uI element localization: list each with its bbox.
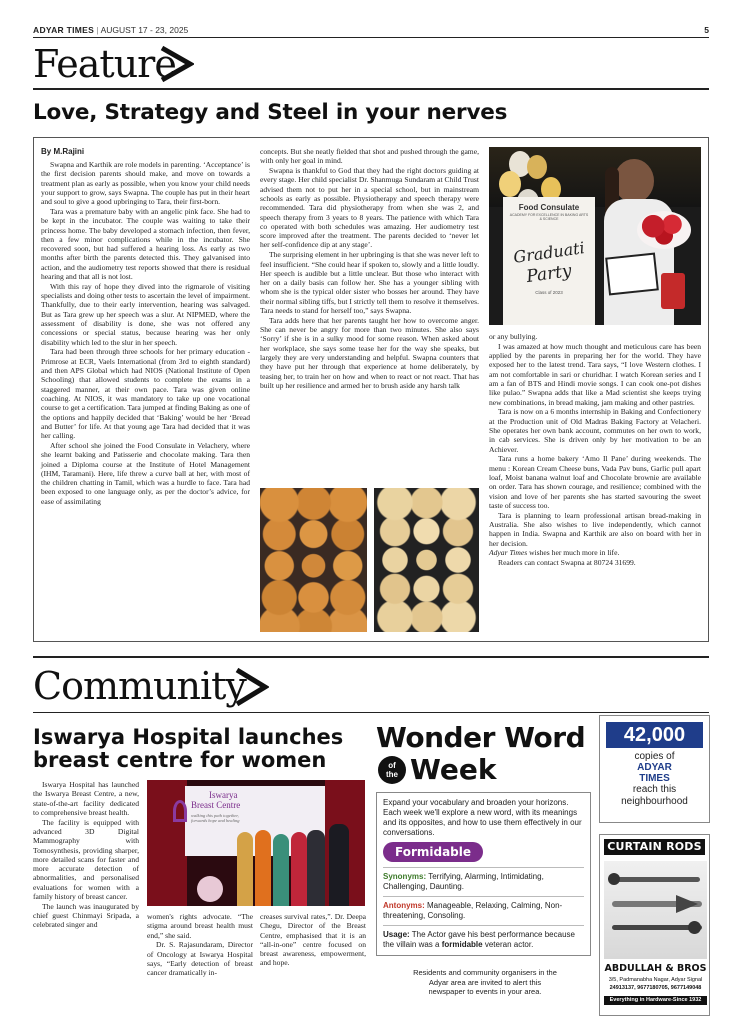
- curtain-rod-image: [604, 861, 707, 959]
- paragraph: Dr. S. Rajasundaram, Director of Oncology at Iswarya Hospital says, “Early detection of breast cancer dramatically in-: [147, 940, 253, 978]
- paragraph: After school she joined the Food Consulate in Velachery, where she learnt baking and Patisserie and chocolate making. Tara then joined a Diploma course at the Institute of Hotel Management (IHM, Taramani). Here, life threw a curve ball at her, with most of the children chatting in Tamil, which was a hurdle to face. Tara had been exposed to one language only, as per the doctor’s advice, for ease of assimilating: [41, 440, 250, 506]
- byline: By M.Rajini: [41, 147, 85, 156]
- iswarya-col-1: [33, 780, 139, 930]
- brand-text: ADYAR: [637, 762, 672, 773]
- of-the-badge: of the: [378, 756, 406, 784]
- person: [237, 832, 253, 906]
- paragraph: creases survival rates,”. Dr. Deepa Chegu, Director of the Breast Centre, emphasised that it is an “all-in-one” centre focused on breast awareness, empowerment, and hope.: [260, 912, 366, 968]
- ad-phones: 24913137, 9677180705, 9677149048: [609, 985, 702, 991]
- wonder-word-title: Wonder Word of the Week: [376, 721, 586, 786]
- feature-col-2: [260, 147, 479, 391]
- wonder-word-label: Formidable: [383, 842, 483, 862]
- iswarya-col-3: [260, 912, 366, 968]
- paragraph: The surprising element in her upbringing is that she was never left to feel insufficient. “She could hear if spoken to, slowly and a little loudly. Her speech is audible but a little unclear. But those who interact with her on a daily basis can follow her. She has a younger sibling with whom she is the typical older sister who bosses her around. They have their normal sibling tiffs, but I strictly tell them to resolve it themselves. Tara needs to stand for herself too,” says Swapna.: [260, 250, 479, 316]
- community-footer-note: Residents and community organisers in the Adyar area are invited to alert this newspaper to events in your area.: [413, 968, 557, 996]
- brand-text: TIMES: [639, 773, 670, 784]
- feature-title-rule: [33, 88, 709, 90]
- iswarya-headline: Iswarya Hospital launches breast centre for women: [33, 725, 344, 772]
- issue-date: AUGUST 17 - 23, 2025: [100, 25, 189, 35]
- paragraph: The facility is equipped with advanced 3D Digital Mammography with Tomosynthesis, providing sharper, more detailed scans for faster and more accurate detection of abnormalities, and personalised evaluations for women with a family history of breast cancer.: [33, 817, 139, 902]
- flower-bouquet: [637, 211, 691, 249]
- paragraph: Swapna is thankful to God that they had the right doctors guiding at every stage. Her child specialist Dr. Shanmuga Sundaram at Child Trust advised them not to put her in a special school, but in mainstream schools as early as possible. Physiotherapy and speech therapy were recommended. Tara did physiotherapy from when she was 2, and speech therapy from 3 years to 8 years. The patience with which Tara co operated with both schedules was amazing. Her audiometry test score improved after the treatment. The parents decided to ‘never let her self-confidence dip at any stage’.: [260, 166, 479, 250]
- buns-photo-2: [374, 488, 479, 632]
- ad-brand: ABDULLAH & BROS: [604, 963, 707, 974]
- paragraph: Tara adds here that her parents taught her how to overcome anger. She can never be angry for more than two minutes. She also says ‘Sorry’ if she is in a sulky mood for some reason. When asked about her workplace, she says some tease her for the way she speaks, but largely they are very understanding and helpful. Swapna counters that they have put her through that experience at home deliberately, by teasing her, to train her on how and when to react or not react. That has built up her resilience and armed her to brush aside any harsh talk: [260, 315, 479, 390]
- graduation-photo: [489, 147, 701, 325]
- antonyms-row: Antonyms: Manageable, Relaxing, Calming, Non-threatening, Consoling.: [383, 896, 584, 921]
- ribbon-icon: [173, 800, 187, 822]
- copies-text: reach this: [632, 784, 677, 795]
- contact-line: Readers can contact Swapna at 80724 31699.: [498, 558, 636, 568]
- copies-text: neighbourhood: [621, 796, 688, 807]
- flower-vase: [197, 876, 223, 902]
- person: [273, 834, 289, 906]
- feature-headline: Love, Strategy and Steel in your nerves: [33, 100, 508, 125]
- chevron-right-icon: [158, 45, 194, 83]
- paragraph: Tara is now on a 6 months internship in Baking and Confectionery at the Production unit of Old Madras Baking Factory at Velacheri. She operates her own bank account, commutes on her own to work, in cab services. She is driven only by her motivation to be an Achiever.: [489, 407, 701, 454]
- paragraph: The launch was inaugurated by chief guest Chinmayi Sripada, a celebrated singer and: [33, 901, 139, 930]
- red-bag: [661, 273, 685, 309]
- header-rule: [33, 37, 709, 38]
- copies-number: 42,000: [606, 722, 703, 748]
- person: [614, 159, 654, 203]
- event-backdrop: Iswarya Breast Centre walking this path together, forwards hope and healing: [185, 786, 325, 856]
- iswarya-event-photo: [147, 780, 365, 906]
- paper-name: ADYAR TIMES: [33, 25, 95, 35]
- feature-col-1: [41, 160, 250, 506]
- ad-tagline: Everything in Hardware-Since 1932: [604, 996, 707, 1005]
- usage-row: Usage: The Actor gave his best performance because the villain was a formidable veteran actor.: [383, 925, 584, 950]
- copies-ad: [599, 715, 710, 823]
- paragraph: Adyar Times wishes her much more in life.: [489, 548, 620, 558]
- page-header: ADYAR TIMES | AUGUST 17 - 23, 2025 5: [33, 25, 709, 35]
- paragraph: or any bullying.: [489, 332, 538, 341]
- paragraph: Tara runs a home bakery ‘Amo Il Pane’ during weekends. The menu : Korean Cream Cheese buns, Vada Pav buns, Garlic pull apart loaf, Moist banana walnut loaf and Chocolate brownie are available on order. Tara has shown courage, and resilience; combined with the vision and love of her parents she has started savouring the sweet taste of success too.: [489, 454, 701, 510]
- copies-text: copies of: [634, 751, 675, 762]
- paragraph: Iswarya Hospital has launched the Iswarya Breast Centre, a new, state-of-the-art facility dedicated to comprehensive breast health.: [33, 780, 139, 817]
- paragraph: concepts. But she neatly fielded that shot and pushed through the game, with only her goal in mind.: [260, 147, 479, 166]
- paragraph: I was amazed at how much thought and meticulous care has been applied by the parents in preparing her for the world. They have exposed her to the latest trend. Tara says, “I love Western clothes. I am not comfortable in sari or churidhar. I watch Korean series and I am a fan of BTS and Hindi movie songs. I can cook one-pot dishes like pulao.” Swapna adds that like a Mad scientist she keeps trying new combinations, in bread making, jam making and other pastries.: [489, 341, 701, 407]
- paragraph: Swapna and Karthik are role models in parenting. ‘Acceptance’ is the first decision parents should make, and move on towards a treatment plan as early as possible, when you know your child needs your support to grow, says Swapna. The couple has put in their heart and soul to give a good upbringing to Tara, their first-born.: [41, 160, 250, 207]
- paragraph: Tara was a premature baby with an angelic pink face. She had to be kept in the incubator. The couple was waiting to take their princess home. The baby developed a stomach infection, then fever, then a few minor complications while in the incubator. She recovered soon, but had suffered a hearing loss. As early as two months after birth the parents detected this. They galvanised into action, and the audiometry test reports showed that there is residual hearing and that all is not lost.: [41, 206, 250, 282]
- buns-photo-1: [260, 488, 367, 632]
- wonder-intro: Expand your vocabulary and broaden your horizons. Each week we'll explore a new word, with its meanings and its opposites, and how to use them effectively in our conversations.: [383, 798, 582, 837]
- community-title-rule: [33, 712, 709, 713]
- chevron-right-icon: [233, 667, 269, 707]
- feature-section-title: Feature: [33, 42, 176, 86]
- person: [291, 832, 307, 906]
- paragraph: Tara had been through three schools for her primary education - Primrose at ECR, Vaels International (from 3rd to eighth standard) and then APS Global which had NIOS (National Institute of Open Schooling) that allowed students to complete the exams in a staggered manner, at their own pace. Tara was given online coaching. At NIOS, it was mandatory to take up one vocational course to get a certification. Tara jumped at finding Baking as one of the options and happily decided that ‘Baking’ would be her ‘Bread and Butter’ for life. At that young age Tara had decided that it was her calling.: [41, 347, 250, 441]
- synonyms-row: Synonyms: Terrifying, Alarming, Intimidating, Challenging, Daunting.: [383, 867, 584, 892]
- person: [307, 830, 325, 906]
- ad-title: CURTAIN RODS: [604, 839, 705, 855]
- certificate: [605, 252, 659, 295]
- ad-address: 3/5, Padmanabha Nagar, Adyar Signal: [608, 977, 703, 983]
- iswarya-col-2: [147, 912, 253, 978]
- balloon: [527, 155, 547, 179]
- paragraph: Tara is planning to learn professional artisan bread-making in Australia. She also wishes to live independently, which cannot happen in India. Swapna and Karthik are also on board with her in her decision.: [489, 510, 701, 548]
- wonder-word-box: [376, 792, 591, 956]
- person: [329, 824, 349, 906]
- paragraph: women's rights advocate. “The stigma around breast health must end,” she said.: [147, 912, 253, 940]
- banner-standee: Food Consulate ACADEMY FOR EXCELLENCE IN BAKING ARTS & SCIENCE Graduati Party Class of 2023: [503, 197, 595, 325]
- feature-col-3: [489, 332, 701, 568]
- balloon: [499, 171, 521, 197]
- curtain-rods-ad: [599, 834, 710, 1016]
- page-number: 5: [704, 25, 709, 35]
- paragraph: With this ray of hope they dived into the rigmarole of visiting specialists and doing other tests to ascertain the level of impairment. Thankfully, due to their early intervention, hearing was salvaged. But as Tara grew up her speech was a slur. At NIPMED, where the assessment of disability is done, she was not offered any concessions or special status, because hearing was her only disability which led to the slur in her speech.: [41, 281, 250, 347]
- person: [255, 830, 271, 906]
- community-section-title: Community: [33, 664, 246, 708]
- community-top-rule: [33, 656, 709, 658]
